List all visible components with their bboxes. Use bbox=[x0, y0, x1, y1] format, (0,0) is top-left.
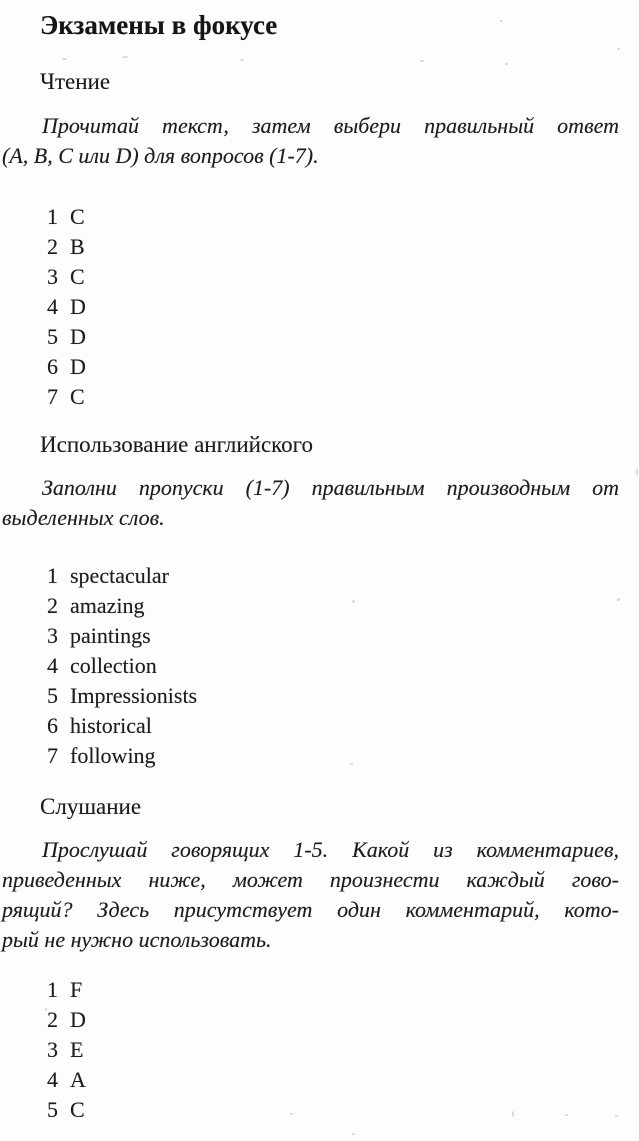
page-title: Экзамены в фокусе bbox=[40, 10, 278, 40]
section-heading-listening: Слушание bbox=[40, 794, 142, 819]
answer-row bbox=[47, 1065, 639, 1095]
answer-row bbox=[47, 1005, 639, 1035]
scan-speck bbox=[350, 763, 353, 765]
answer-row bbox=[47, 232, 639, 262]
scan-speck bbox=[636, 468, 638, 476]
scan-speck bbox=[565, 1114, 568, 1116]
scan-speck bbox=[352, 600, 355, 603]
answer-value: historical bbox=[70, 713, 152, 738]
scan-speck bbox=[290, 1113, 293, 1115]
scan-speck bbox=[240, 59, 244, 61]
answer-number: 3 bbox=[47, 623, 58, 648]
scan-speck bbox=[420, 60, 424, 62]
answer-list-listening bbox=[47, 975, 639, 1125]
answer-number: 2 bbox=[47, 234, 58, 259]
answer-row bbox=[47, 651, 639, 681]
scan-speck bbox=[352, 1133, 355, 1135]
instruction-paragraph bbox=[2, 473, 619, 533]
answer-row bbox=[47, 202, 639, 232]
answer-row bbox=[47, 352, 639, 382]
answer-row bbox=[47, 1035, 639, 1065]
section-use-of-english bbox=[0, 431, 639, 771]
answer-number: 7 bbox=[47, 743, 58, 768]
answer-list-reading bbox=[47, 202, 639, 412]
answer-value: D bbox=[70, 1007, 86, 1032]
answer-value: A bbox=[70, 1067, 86, 1092]
answer-number: 2 bbox=[47, 1007, 58, 1032]
answer-number: 2 bbox=[47, 593, 58, 618]
answer-row bbox=[47, 741, 639, 771]
scan-speck bbox=[615, 1115, 618, 1117]
instruction-line: рый не нужно использовать. bbox=[2, 927, 272, 952]
answer-value: paintings bbox=[70, 623, 151, 648]
answer-value: D bbox=[70, 354, 86, 379]
instruction-line: приведенных ниже, может произнести каждый гово- bbox=[2, 867, 619, 892]
scan-speck bbox=[122, 56, 128, 58]
answer-row bbox=[47, 621, 639, 651]
section-heading-reading: Чтение bbox=[40, 69, 111, 94]
answer-number: 5 bbox=[47, 1097, 58, 1122]
answer-number: 7 bbox=[47, 384, 58, 409]
scan-speck bbox=[62, 58, 67, 60]
answer-row bbox=[47, 382, 639, 412]
instruction-line: (A, B, C или D) для вопросов (1-7). bbox=[2, 143, 319, 168]
scan-speck bbox=[500, 20, 503, 22]
answer-value: D bbox=[70, 324, 86, 349]
answer-number: 4 bbox=[47, 653, 58, 678]
answer-value: spectacular bbox=[70, 563, 169, 588]
answer-value: C bbox=[70, 1097, 85, 1122]
answer-value: collection bbox=[70, 653, 157, 678]
answer-number: 4 bbox=[47, 294, 58, 319]
scan-speck bbox=[512, 1111, 514, 1117]
answer-row bbox=[47, 591, 639, 621]
answer-row bbox=[47, 1095, 639, 1125]
answer-row bbox=[47, 262, 639, 292]
answer-value: C bbox=[70, 384, 85, 409]
answer-number: 6 bbox=[47, 713, 58, 738]
answer-number: 5 bbox=[47, 324, 58, 349]
answer-number: 6 bbox=[47, 354, 58, 379]
answer-number: 3 bbox=[47, 264, 58, 289]
answer-value: E bbox=[70, 1037, 84, 1062]
answer-value: following bbox=[70, 743, 156, 768]
instruction-paragraph bbox=[2, 111, 619, 171]
instruction-line: рящий? Здесь присутствует один комментарий, кото- bbox=[2, 897, 619, 922]
scan-speck bbox=[617, 48, 620, 50]
answer-value: F bbox=[70, 977, 83, 1002]
answer-value: C bbox=[70, 204, 85, 229]
instruction-line: Прослушай говорящих 1-5. Какой из комментариев, bbox=[42, 837, 619, 862]
answer-row bbox=[47, 561, 639, 591]
section-heading-use-of-english: Использование английского bbox=[40, 432, 314, 457]
answer-value: B bbox=[70, 234, 85, 259]
instruction-line: Прочитай текст, затем выбери правильный ответ bbox=[42, 113, 619, 138]
instruction-paragraph bbox=[2, 835, 619, 955]
answer-number: 5 bbox=[47, 683, 58, 708]
answer-number: 1 bbox=[47, 563, 58, 588]
instruction-line: выделенных слов. bbox=[2, 505, 165, 530]
answer-value: amazing bbox=[70, 593, 145, 618]
answer-number: 1 bbox=[47, 977, 58, 1002]
answer-number: 4 bbox=[47, 1067, 58, 1092]
answer-row bbox=[47, 322, 639, 352]
section-reading bbox=[0, 68, 639, 412]
scan-speck bbox=[45, 1008, 47, 1011]
scan-speck bbox=[505, 63, 508, 65]
answer-row bbox=[47, 711, 639, 741]
scanned-document-page bbox=[0, 8, 639, 1141]
answer-number: 1 bbox=[47, 204, 58, 229]
answer-row bbox=[47, 975, 639, 1005]
section-listening bbox=[0, 793, 639, 1125]
answer-row bbox=[47, 292, 639, 322]
instruction-line: Заполни пропуски (1-7) правильным производным от bbox=[42, 475, 619, 500]
answer-list-use-of-english bbox=[47, 561, 639, 771]
answer-value: C bbox=[70, 264, 85, 289]
answer-row bbox=[47, 681, 639, 711]
answer-value: D bbox=[70, 294, 86, 319]
answer-number: 3 bbox=[47, 1037, 58, 1062]
scan-speck bbox=[617, 598, 620, 601]
answer-value: Impressionists bbox=[70, 683, 198, 708]
